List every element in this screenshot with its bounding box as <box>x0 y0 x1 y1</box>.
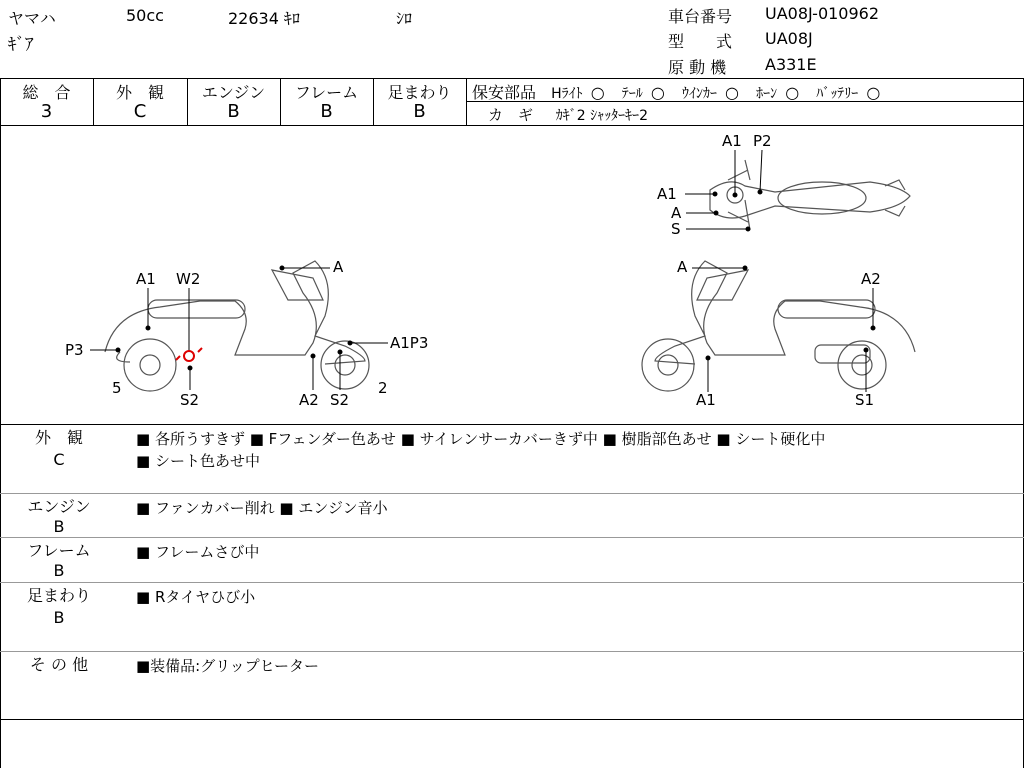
remark-text: ■ シート色あせ中 <box>136 452 260 470</box>
diagram-label: P3 <box>65 341 84 359</box>
diagram-label: S <box>671 220 681 238</box>
safety-mark: ○ <box>725 83 740 102</box>
remark-text: ■ フレームさび中 <box>136 543 260 561</box>
diagram-label: A1P3 <box>390 334 429 352</box>
model-type: UA08J <box>765 29 813 48</box>
grade-frame-value: B <box>320 101 333 122</box>
grade-suspension-value: B <box>413 101 426 122</box>
mileage: 22634 ｷﾛ <box>228 9 300 28</box>
diagram-label: A2 <box>299 391 319 409</box>
divider <box>0 651 1024 652</box>
safety-mark: ○ <box>785 83 800 102</box>
divider <box>0 537 1024 538</box>
remark-label: フレーム <box>27 541 91 560</box>
damage-diagram <box>0 126 1024 424</box>
diagram-label: A <box>671 204 682 222</box>
safety-item-horn: ﾎｰﾝ <box>756 86 778 102</box>
diagram-label: S2 <box>180 391 200 409</box>
divider <box>0 424 1024 425</box>
engine-code: A331E <box>765 55 817 74</box>
grade-overall-value: 3 <box>40 101 53 122</box>
grade-exterior-label: 外 観 <box>115 83 164 102</box>
safety-mark: ○ <box>590 83 605 102</box>
diagram-label: 5 <box>112 379 122 397</box>
remark-grade: B <box>53 608 65 627</box>
keys-label: カ ギ <box>488 106 534 124</box>
diagram-label: S1 <box>855 391 875 409</box>
remark-label: 外 観 <box>34 428 83 447</box>
safety-parts-label: 保安部品 <box>472 83 537 102</box>
remark-grade: C <box>53 450 65 469</box>
frame-number-label: 車台番号 <box>668 7 733 26</box>
diagram-label: A1 <box>696 391 716 409</box>
safety-mark: ○ <box>650 83 665 102</box>
grade-engine-label: エンジン <box>201 83 266 102</box>
remark-label: そ の 他 <box>29 655 89 674</box>
diagram-label: A1 <box>657 185 677 203</box>
model-name: ｷﾞｱ <box>8 35 34 55</box>
remark-text: ■ ファンカバー削れ ■ エンジン音小 <box>136 499 388 517</box>
remark-text: ■ 各所うすきず ■ Fフェンダー色あせ ■ サイレンサーカバーきず中 ■ 樹脂部色あせ ■ シート硬化中 <box>136 430 826 448</box>
divider <box>0 719 1024 720</box>
grade-overall-label: 総 合 <box>22 83 71 102</box>
divider <box>0 78 1024 79</box>
displacement: 50cc <box>126 6 164 25</box>
remark-label: 足まわり <box>26 586 91 605</box>
grade-exterior-value: C <box>133 101 147 122</box>
keys <box>488 104 648 125</box>
scooter-top-view <box>710 160 910 230</box>
diagram-label: A1 <box>136 270 156 288</box>
remark-text: ■装備品:グリップヒーター <box>136 657 320 675</box>
grade-frame-label: フレーム <box>294 83 359 102</box>
diagram-label: A2 <box>861 270 881 288</box>
diagram-label: A <box>677 258 688 276</box>
model-type-label: 型 式 <box>668 32 733 51</box>
diagram-label: 2 <box>378 379 388 397</box>
safety-parts <box>472 80 880 103</box>
safety-item-battery: ﾊﾞｯﾃﾘｰ <box>816 86 859 102</box>
maker: ヤマハ <box>8 9 56 28</box>
diagram-label: A1 <box>722 132 742 150</box>
diagram-label: W2 <box>176 270 201 288</box>
divider <box>0 493 1024 494</box>
remark-label: エンジン <box>27 497 91 516</box>
frame-number: UA08J-010962 <box>765 4 880 23</box>
remark-grade: B <box>53 517 65 536</box>
safety-item-headlight: Hﾗｲﾄ <box>551 86 583 102</box>
safety-item-tail: ﾃｰﾙ <box>621 86 643 102</box>
remark-text: ■ Rタイヤひび小 <box>136 588 256 606</box>
safety-mark: ○ <box>866 83 881 102</box>
engine-code-label: 原 動 機 <box>668 58 727 77</box>
divider <box>0 582 1024 583</box>
remark-grade: B <box>53 561 65 580</box>
keys-value: ｶｷﾞ2 ｼｬｯﾀｰｷｰ2 <box>555 108 649 124</box>
grade-suspension-label: 足まわり <box>387 83 452 102</box>
diagram-label: A <box>333 258 344 276</box>
diagram-label: S2 <box>330 391 350 409</box>
diagram-label: P2 <box>753 132 772 150</box>
safety-item-winker: ｳｲﾝｶｰ <box>681 86 717 102</box>
color: ｼﾛ <box>396 9 413 28</box>
grade-engine-value: B <box>227 101 240 122</box>
